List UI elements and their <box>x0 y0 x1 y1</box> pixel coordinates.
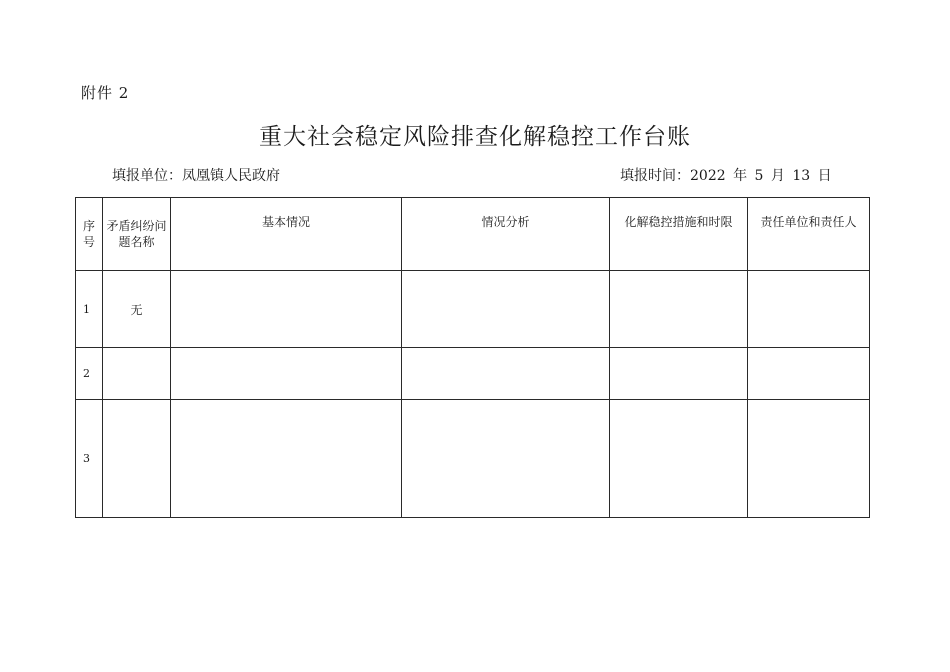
row-analysis <box>402 271 610 348</box>
row-dispute-name <box>103 348 171 400</box>
row-seq: 2 <box>76 348 103 400</box>
header-basic-info: 基本情况 <box>171 198 402 271</box>
row-measures <box>610 271 748 348</box>
fill-unit: 填报单位：凤凰镇人民政府 <box>112 168 280 184</box>
header-seq: 序号 <box>76 198 103 271</box>
header-analysis: 情况分析 <box>402 198 610 271</box>
row-seq: 3 <box>76 400 103 518</box>
attachment-label: 附件 2 <box>81 84 130 102</box>
header-measures: 化解稳控措施和时限 <box>610 198 748 271</box>
row-analysis <box>402 400 610 518</box>
row-analysis <box>402 348 610 400</box>
table-row <box>76 348 870 400</box>
table-header-row <box>76 198 870 271</box>
row-basic-info <box>171 271 402 348</box>
fill-date: 填报时间：2022 年 5 月 13 日 <box>620 168 832 184</box>
table-row <box>76 271 870 348</box>
row-responsible <box>748 348 870 400</box>
table-row <box>76 400 870 518</box>
row-measures <box>610 400 748 518</box>
ledger-table <box>75 197 870 518</box>
page-title: 重大社会稳定风险排查化解稳控工作台账 <box>259 124 691 150</box>
row-responsible <box>748 400 870 518</box>
row-measures <box>610 348 748 400</box>
row-seq: 1 <box>76 271 103 348</box>
row-basic-info <box>171 400 402 518</box>
row-basic-info <box>171 348 402 400</box>
header-dispute-name: 矛盾纠纷问题名称 <box>103 198 171 271</box>
row-dispute-name: 无 <box>103 271 171 348</box>
header-responsible: 责任单位和责任人 <box>748 198 870 271</box>
row-dispute-name <box>103 400 171 518</box>
row-responsible <box>748 271 870 348</box>
